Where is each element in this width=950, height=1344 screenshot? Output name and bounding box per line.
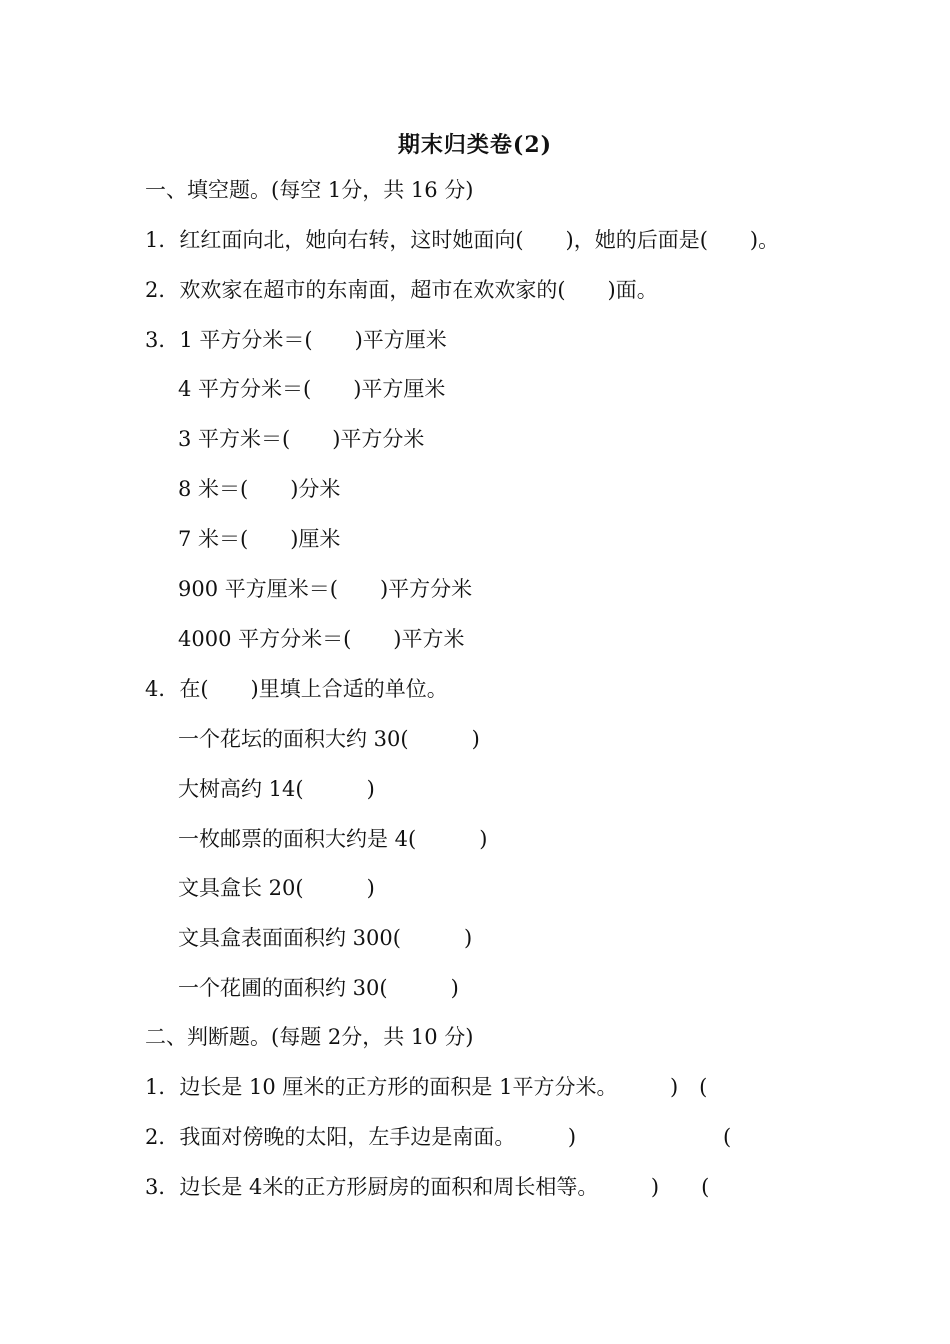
question-1-3-item: 900 平方厘米＝( )平方分米 [178, 577, 473, 601]
question-1-3: 3．1 平方分米＝( )平方厘米 [145, 328, 447, 352]
question-1-3-item: 8 米＝( )分米 [178, 477, 341, 501]
question-1-4-item: 大树高约 14( ) [178, 777, 375, 801]
question-1-4-item: 文具盒长 20( ) [178, 876, 375, 900]
question-1-4-item: 一枚邮票的面积大约是 4( ) [178, 827, 488, 851]
section1-heading: 一、填空题。(每空 1分，共 16 分) [145, 178, 474, 202]
question-1-2: 2．欢欢家在超市的东南面，超市在欢欢家的( )面。 [145, 278, 658, 302]
question-1-3-item: 7 米＝( )厘米 [178, 527, 341, 551]
question-1-3-item: 4 平方分米＝( )平方厘米 [178, 377, 446, 401]
question-1-4-item: 文具盒表面面积约 300( ) [178, 926, 473, 950]
section2-heading: 二、判断题。(每题 2分，共 10 分) [145, 1025, 474, 1049]
question-1-4: 4．在( )里填上合适的单位。 [145, 677, 448, 701]
question-1-3-item: 4000 平方分米＝( )平方米 [178, 627, 465, 651]
question-1-1: 1．红红面向北，她向右转，这时她面向( )，她的后面是( )。 [145, 228, 780, 252]
page-title: 期末归类卷(2) [397, 132, 553, 158]
question-2-3: 3．边长是 4米的正方形厨房的面积和周长相等。 ) ( [145, 1175, 710, 1199]
question-1-4-item: 一个花圃的面积约 30( ) [178, 976, 459, 1000]
question-1-4-item: 一个花坛的面积大约 30( ) [178, 727, 480, 751]
question-1-3-item: 3 平方米＝( )平方分米 [178, 427, 425, 451]
question-2-2: 2．我面对傍晚的太阳，左手边是南面。 ) ( [145, 1125, 732, 1149]
question-2-1: 1．边长是 10 厘米的正方形的面积是 1平方分米。 ) ( [145, 1075, 708, 1099]
